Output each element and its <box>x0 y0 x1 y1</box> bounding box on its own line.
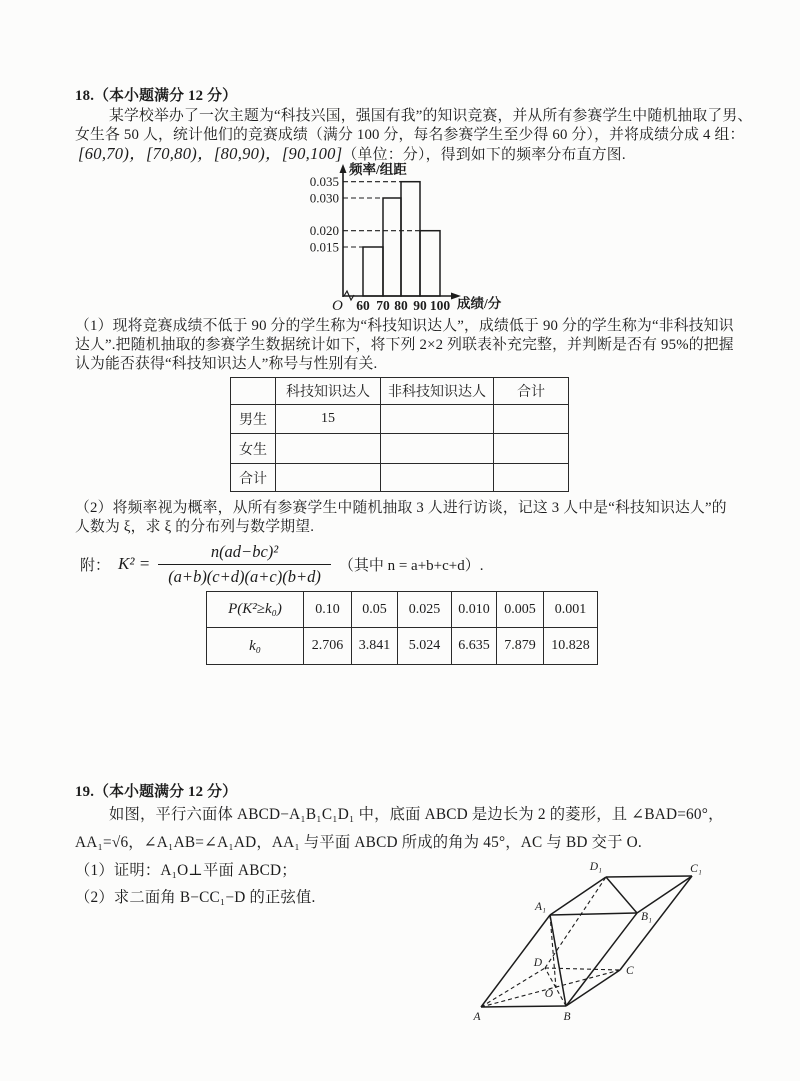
k0-row-label: k₀ <box>207 628 304 665</box>
x-tick-labels <box>356 298 450 313</box>
svg-text:0.030: 0.030 <box>309 190 339 206</box>
table-row-female <box>231 434 569 464</box>
k0-value: 6.635 <box>452 628 497 665</box>
frequency-histogram <box>288 160 533 316</box>
col-header-total: 合计 <box>494 378 569 405</box>
row-label-male: 男生 <box>231 405 276 434</box>
interval-tail: （单位：分），得到如下的频率分布直方图. <box>342 147 626 163</box>
svg-text:100: 100 <box>429 298 451 313</box>
vertex-label-D1: D₁ <box>589 861 602 873</box>
vertex-label-D: D <box>533 957 542 969</box>
svg-text:0.015: 0.015 <box>309 239 339 255</box>
k0-value: 2.706 <box>304 628 352 665</box>
vertex-label-B1: B₁ <box>641 911 653 923</box>
problem-19-part-2: （2）求二面角 B−CC₁−D 的正弦值. <box>75 889 316 906</box>
k0-value: 10.828 <box>544 628 598 665</box>
prob-value: 0.010 <box>452 592 497 628</box>
cell-total-total <box>494 464 569 492</box>
histogram-bars <box>363 182 440 296</box>
col-header-expert: 科技知识达人 <box>276 378 381 405</box>
part2-line-2: 人数为 ξ，求 ξ 的分布列与数学期望. <box>75 519 315 535</box>
svg-text:60: 60 <box>356 298 370 313</box>
problem-18-heading: 18.（本小题满分 12 分） <box>75 88 238 104</box>
vertex-label-A: A <box>473 1011 481 1023</box>
vertex-label-O: O <box>544 988 553 1000</box>
part1-line-3: 认为能否获得“科技知识达人”称号与性别有关. <box>75 356 378 372</box>
k0-row <box>207 628 598 665</box>
svg-text:70: 70 <box>376 298 390 313</box>
table-corner-cell <box>231 378 276 405</box>
col-header-non-expert: 非科技知识达人 <box>381 378 494 405</box>
y-tick-labels <box>310 174 339 254</box>
row-label-total: 合计 <box>231 464 276 492</box>
fraction-denominator: (a+b)(c+d)(a+c)(b+d) <box>158 564 331 587</box>
problem-18-intro-line-1: 某学校举办了一次主题为“科技兴国，强国有我”的知识竞赛，并从所有参赛学生中随机抽取了男、 <box>109 108 753 124</box>
cell-male-expert: 15 <box>276 405 381 434</box>
svg-text:0.020: 0.020 <box>309 223 339 239</box>
k0-value: 5.024 <box>398 628 452 665</box>
cell-male-total <box>494 405 569 434</box>
vertex-label-C1: C₁ <box>690 863 702 875</box>
cell-female-non-expert <box>381 434 494 464</box>
formula-note: （其中 n = a+b+c+d）. <box>338 557 484 574</box>
k0-value: 7.879 <box>497 628 544 665</box>
cell-female-total <box>494 434 569 464</box>
prob-value: 0.005 <box>497 592 544 628</box>
contingency-table <box>230 377 569 492</box>
k-squared-formula <box>80 536 484 592</box>
x-axis-label: 成绩/分 <box>457 296 502 311</box>
cell-male-non-expert <box>381 405 494 434</box>
prob-value: 0.10 <box>304 592 352 628</box>
k0-value: 3.841 <box>352 628 398 665</box>
row-label-female: 女生 <box>231 434 276 464</box>
problem-19-part-1: （1）证明：A₁O⊥平面 ABCD； <box>75 862 297 879</box>
probability-row <box>207 592 598 628</box>
problem-18-intro-line-2: 女生各 50 人，统计他们的竞赛成绩（满分 100 分，每名参赛学生至少得 60 分），并将成绩分成 4 组： <box>75 127 745 143</box>
y-axis-arrow <box>340 164 347 173</box>
cell-total-expert <box>276 464 381 492</box>
prob-value: 0.05 <box>352 592 398 628</box>
vertex-label-C: C <box>626 965 634 977</box>
table-row-male <box>231 405 569 434</box>
y-axis-label: 频率/组距 <box>349 162 407 177</box>
prob-value: 0.001 <box>544 592 598 628</box>
svg-text:90: 90 <box>413 298 427 313</box>
interval-notation: [60,70)，[70,80)，[80,90)，[90,100] <box>78 144 343 163</box>
svg-text:80: 80 <box>394 298 408 313</box>
origin-label: O <box>332 298 343 314</box>
probability-row-label: P(K²≥k₀) <box>207 592 304 628</box>
vertex-label-A1: A₁ <box>534 901 546 913</box>
formula-prefix: 附： <box>80 557 111 574</box>
problem-19-intro-line-1: 如图，平行六面体 ABCD−A₁B₁C₁D₁ 中，底面 ABCD 是边长为 2 的菱形，且 ∠BAD=60°， <box>109 806 724 823</box>
formula-fraction <box>158 542 331 587</box>
part1-line-1: （1）现将竞赛成绩不低于 90 分的学生称为“科技知识达人”，成绩低于 90 分的学生称为“非科技知识 <box>75 318 734 334</box>
part1-line-2: 达人”.把随机抽取的参赛学生数据统计如下，将下列 2×2 列联表补充完整，并判断是否有 95%的把握 <box>75 337 734 353</box>
problem-19-heading: 19.（本小题满分 12 分） <box>75 784 238 800</box>
fraction-numerator: n(ad−bc)² <box>210 541 279 561</box>
cell-total-non-expert <box>381 464 494 492</box>
cell-female-expert <box>276 434 381 464</box>
formula-lhs: K² = <box>118 554 151 573</box>
svg-text:0.035: 0.035 <box>309 174 339 190</box>
prob-value: 0.025 <box>398 592 452 628</box>
part2-line-1: （2）将频率视为概率，从所有参赛学生中随机抽取 3 人进行访谈，记这 3 人中是“科技知识达人”的 <box>75 500 727 516</box>
problem-19-intro-line-2: AA₁=√6，∠A₁AB=∠A₁AD，AA₁ 与平面 ABCD 所成的角为 45°，AC 与 BD 交于 O. <box>75 834 642 851</box>
vertex-label-B: B <box>563 1011 571 1023</box>
critical-value-table <box>206 591 598 665</box>
histogram-gridlines <box>343 182 420 247</box>
table-row-total <box>231 464 569 492</box>
parallelepiped-figure <box>450 856 720 1026</box>
